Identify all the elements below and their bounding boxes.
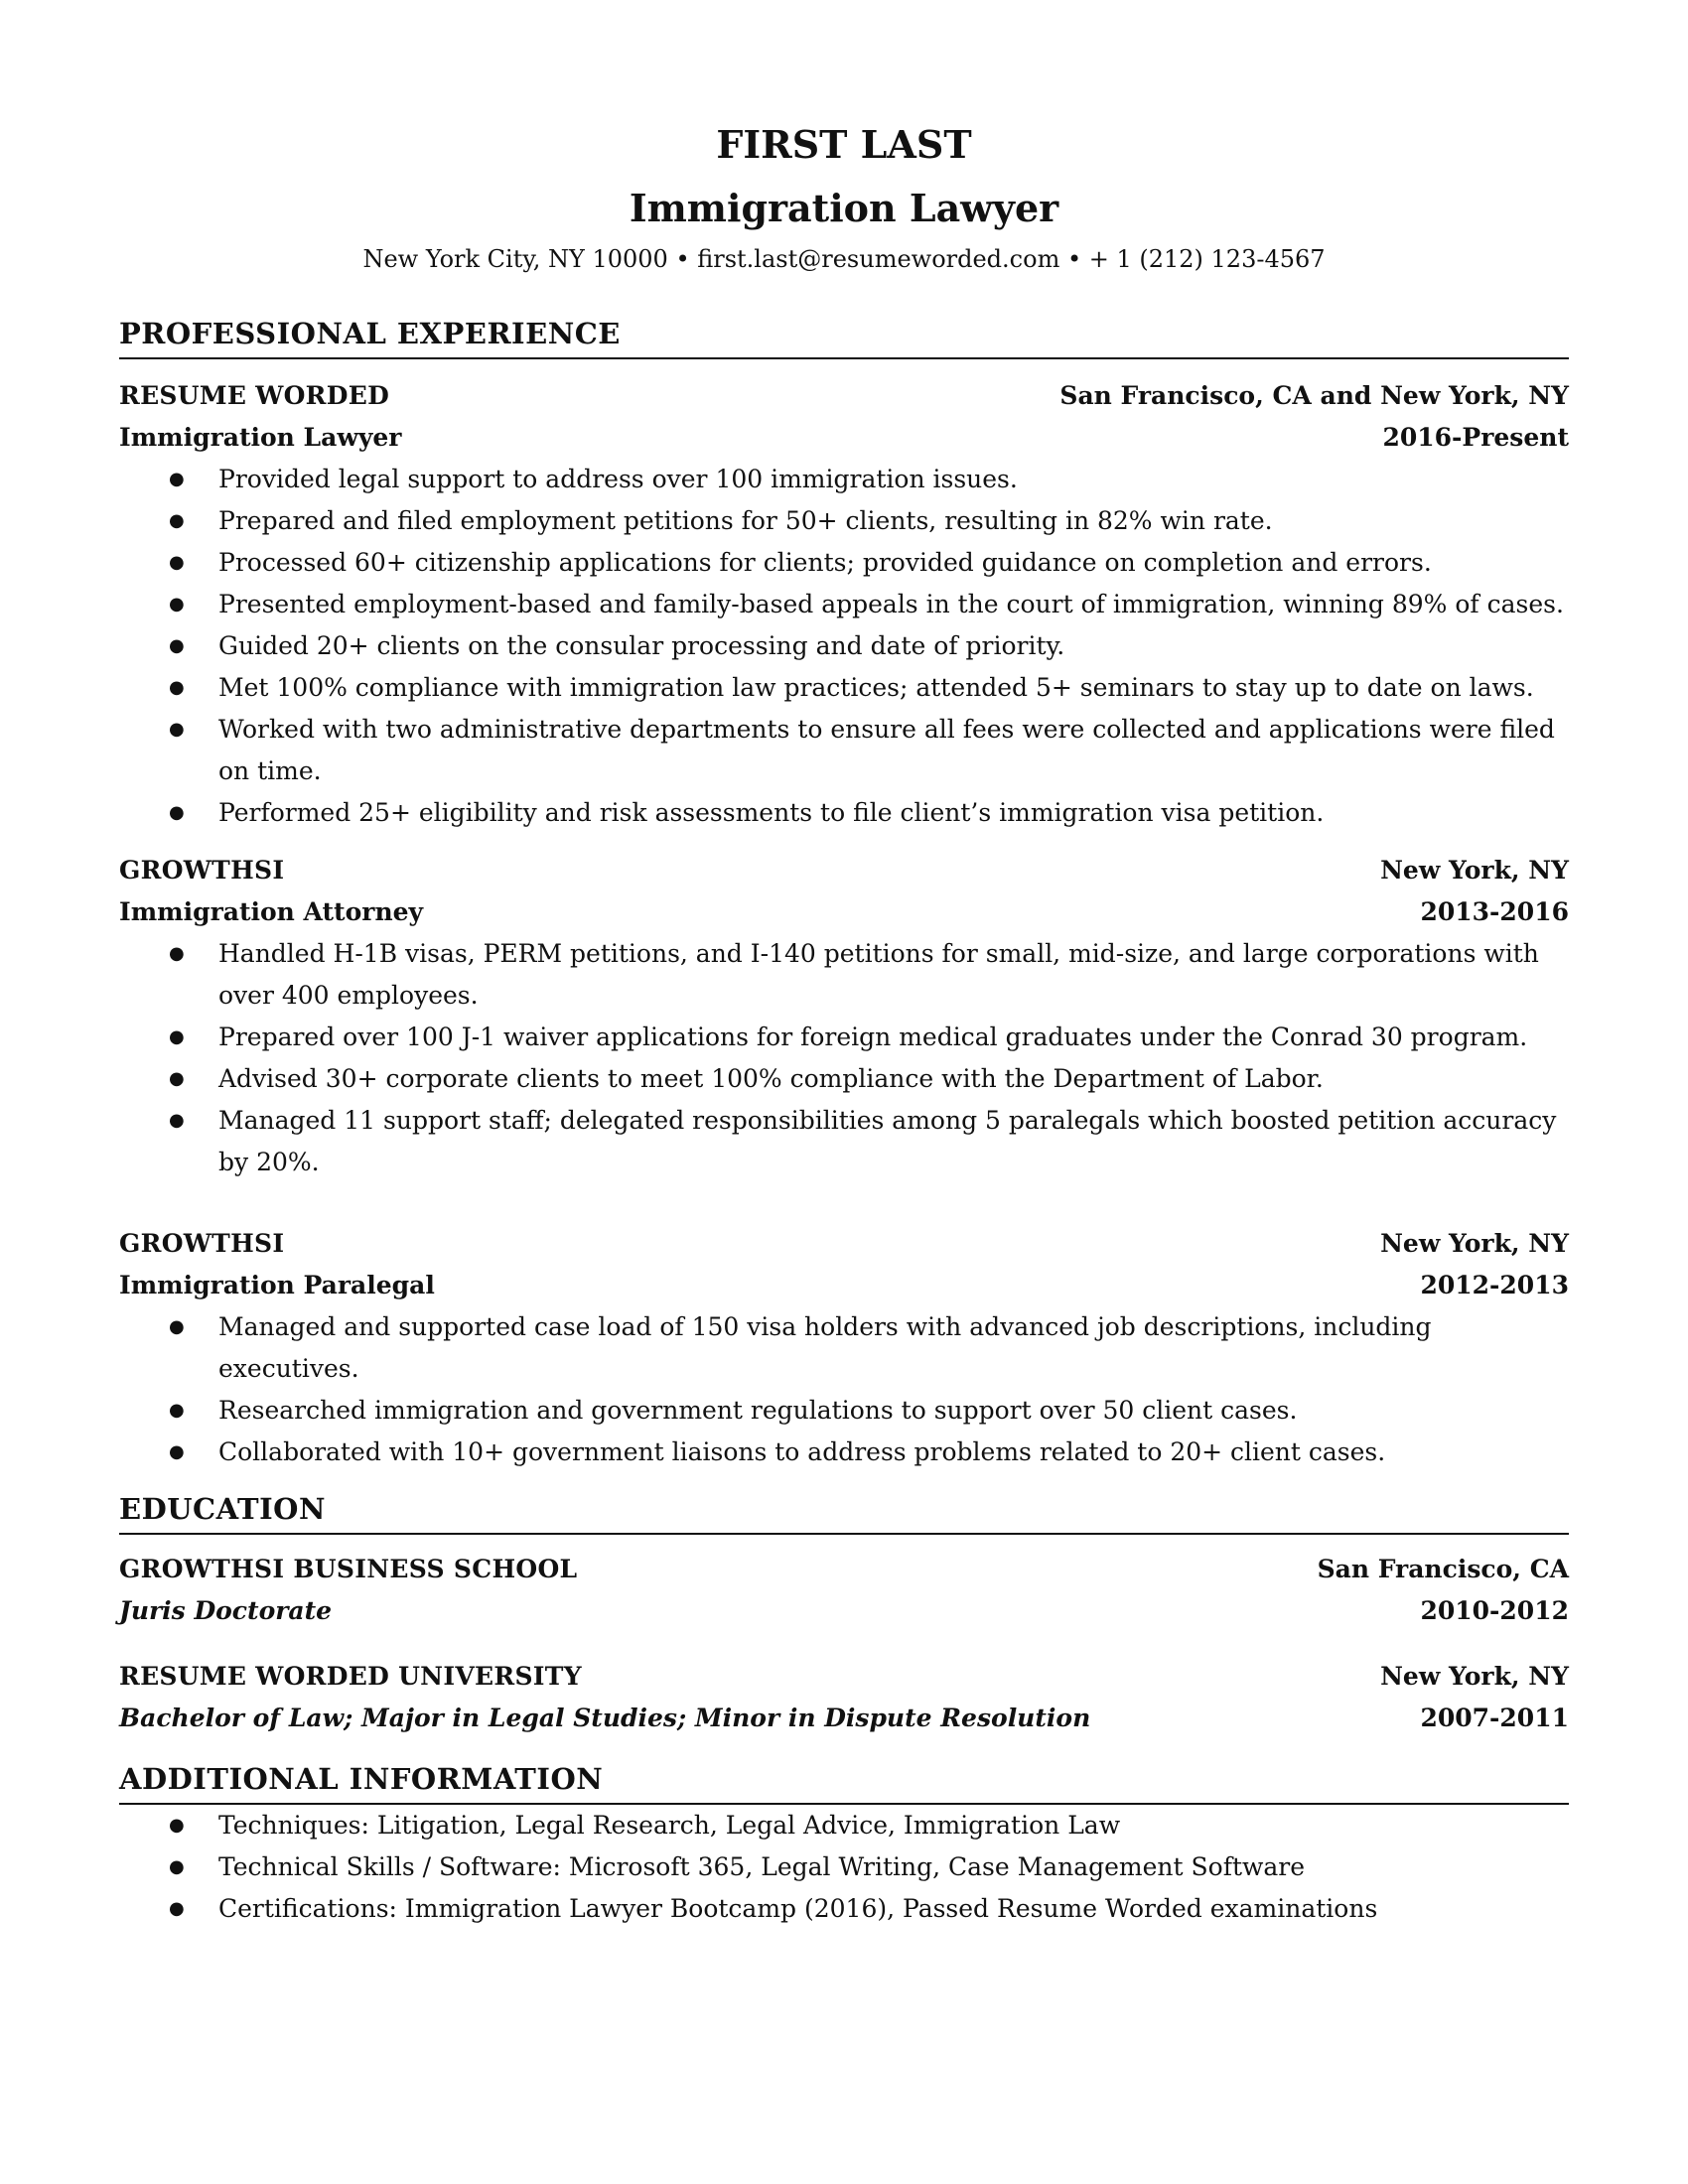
bullet-icon: ● <box>169 1400 185 1421</box>
job-bullet: ● Researched immigration and government regulations to support over 50 client cases. <box>119 1390 1569 1432</box>
education-entry <box>119 1549 1569 1632</box>
company-name: RESUME WORDED <box>119 381 390 410</box>
degree-row <box>119 1698 1569 1739</box>
job-header-row <box>119 1223 1569 1265</box>
additional-heading: ADDITIONAL INFORMATION <box>119 1759 1569 1805</box>
job-bullet: ● Handled H-1B visas, PERM petitions, and I-140 petitions for small, mid-size, and large corporations with over 400 employees. <box>119 933 1569 1017</box>
job-dates: 2016-Present <box>1382 423 1569 452</box>
bullet-icon: ● <box>169 1026 185 1047</box>
job-dates: 2012-2013 <box>1420 1271 1569 1299</box>
bullet-icon: ● <box>169 552 185 573</box>
additional-list <box>119 1805 1569 1930</box>
bullet-icon: ● <box>169 1316 185 1337</box>
contact-line: New York City, NY 10000 • first.last@resumeworded.com • + 1 (212) 123-4567 <box>362 245 1326 273</box>
job-bullet: ● Prepared over 100 J-1 waiver applications for foreign medical graduates under the Conrad 30 program. <box>119 1017 1569 1058</box>
bullet-icon: ● <box>169 1068 185 1089</box>
school-location: San Francisco, CA <box>1317 1555 1569 1583</box>
resume-page <box>119 119 1569 1930</box>
job-location: New York, NY <box>1380 856 1569 885</box>
degree-row <box>119 1590 1569 1632</box>
job-bullet: ● Managed 11 support staff; delegated responsibilities among 5 paralegals which boosted petition accuracy by 20%. <box>119 1100 1569 1183</box>
job-bullet: ● Prepared and filed employment petitions for 50+ clients, resulting in 82% win rate. <box>119 500 1569 542</box>
job-entry <box>119 850 1569 1183</box>
job-bullet: ● Provided legal support to address over 100 immigration issues. <box>119 459 1569 500</box>
job-bullet: ● Managed and supported case load of 150 visa holders with advanced job descriptions, including executives. <box>119 1306 1569 1390</box>
job-entry <box>119 1223 1569 1473</box>
bullet-icon: ● <box>169 802 185 823</box>
education-entry <box>119 1656 1569 1739</box>
school-row <box>119 1549 1569 1590</box>
school-location: New York, NY <box>1380 1662 1569 1691</box>
job-location: New York, NY <box>1380 1229 1569 1258</box>
candidate-title: Immigration Lawyer <box>629 186 1059 230</box>
bullet-icon: ● <box>169 594 185 614</box>
bullet-icon: ● <box>169 635 185 656</box>
job-bullets <box>119 933 1569 1183</box>
company-name: GROWTHSI <box>119 856 285 885</box>
job-role: Immigration Paralegal <box>119 1271 435 1299</box>
job-bullets <box>119 459 1569 834</box>
job-location: San Francisco, CA and New York, NY <box>1059 381 1569 410</box>
school-name: GROWTHSI BUSINESS SCHOOL <box>119 1555 578 1583</box>
job-bullet: ● Guided 20+ clients on the consular processing and date of priority. <box>119 625 1569 667</box>
degree-dates: 2007-2011 <box>1420 1704 1569 1732</box>
job-bullets <box>119 1306 1569 1473</box>
additional-item: ● Technical Skills / Software: Microsoft 365, Legal Writing, Case Management Software <box>119 1846 1569 1888</box>
bullet-icon: ● <box>169 677 185 698</box>
job-role: Immigration Attorney <box>119 897 424 926</box>
job-dates: 2013-2016 <box>1420 897 1569 926</box>
job-role-row <box>119 891 1569 933</box>
job-role: Immigration Lawyer <box>119 423 402 452</box>
bullet-icon: ● <box>169 1815 185 1836</box>
bullet-icon: ● <box>169 1898 185 1919</box>
bullet-icon: ● <box>169 1110 185 1131</box>
degree-name: Juris Doctorate <box>119 1596 333 1625</box>
company-name: GROWTHSI <box>119 1229 285 1258</box>
job-header-row <box>119 375 1569 417</box>
bullet-icon: ● <box>169 1441 185 1462</box>
job-bullet: ● Presented employment-based and family-based appeals in the court of immigration, winning 89% of cases. <box>119 584 1569 625</box>
bullet-icon: ● <box>169 469 185 489</box>
job-bullet: ● Performed 25+ eligibility and risk assessments to file client’s immigration visa petition. <box>119 792 1569 834</box>
candidate-name: FIRST LAST <box>716 122 972 167</box>
school-name: RESUME WORDED UNIVERSITY <box>119 1662 582 1691</box>
job-bullet: ● Collaborated with 10+ government liaisons to address problems related to 20+ client cases. <box>119 1432 1569 1473</box>
job-bullet: ● Worked with two administrative departments to ensure all fees were collected and applications were filed on time. <box>119 709 1569 792</box>
degree-dates: 2010-2012 <box>1420 1596 1569 1625</box>
job-header-row <box>119 850 1569 891</box>
additional-item: ● Certifications: Immigration Lawyer Bootcamp (2016), Passed Resume Worded examinations <box>119 1888 1569 1930</box>
job-role-row <box>119 1265 1569 1306</box>
school-row <box>119 1656 1569 1698</box>
bullet-icon: ● <box>169 943 185 964</box>
degree-name: Bachelor of Law; Major in Legal Studies; Minor in Dispute Resolution <box>119 1704 1091 1732</box>
bullet-icon: ● <box>169 719 185 740</box>
additional-item: ● Techniques: Litigation, Legal Research, Legal Advice, Immigration Law <box>119 1805 1569 1846</box>
experience-heading: PROFESSIONAL EXPERIENCE <box>119 314 1569 359</box>
job-entry <box>119 375 1569 834</box>
job-role-row <box>119 417 1569 459</box>
bullet-icon: ● <box>169 1856 185 1877</box>
job-bullet: ● Processed 60+ citizenship applications for clients; provided guidance on completion and errors. <box>119 542 1569 584</box>
job-bullet: ● Advised 30+ corporate clients to meet 100% compliance with the Department of Labor. <box>119 1058 1569 1100</box>
education-heading: EDUCATION <box>119 1489 1569 1535</box>
job-bullet: ● Met 100% compliance with immigration law practices; attended 5+ seminars to stay up to date on laws. <box>119 667 1569 709</box>
bullet-icon: ● <box>169 510 185 531</box>
